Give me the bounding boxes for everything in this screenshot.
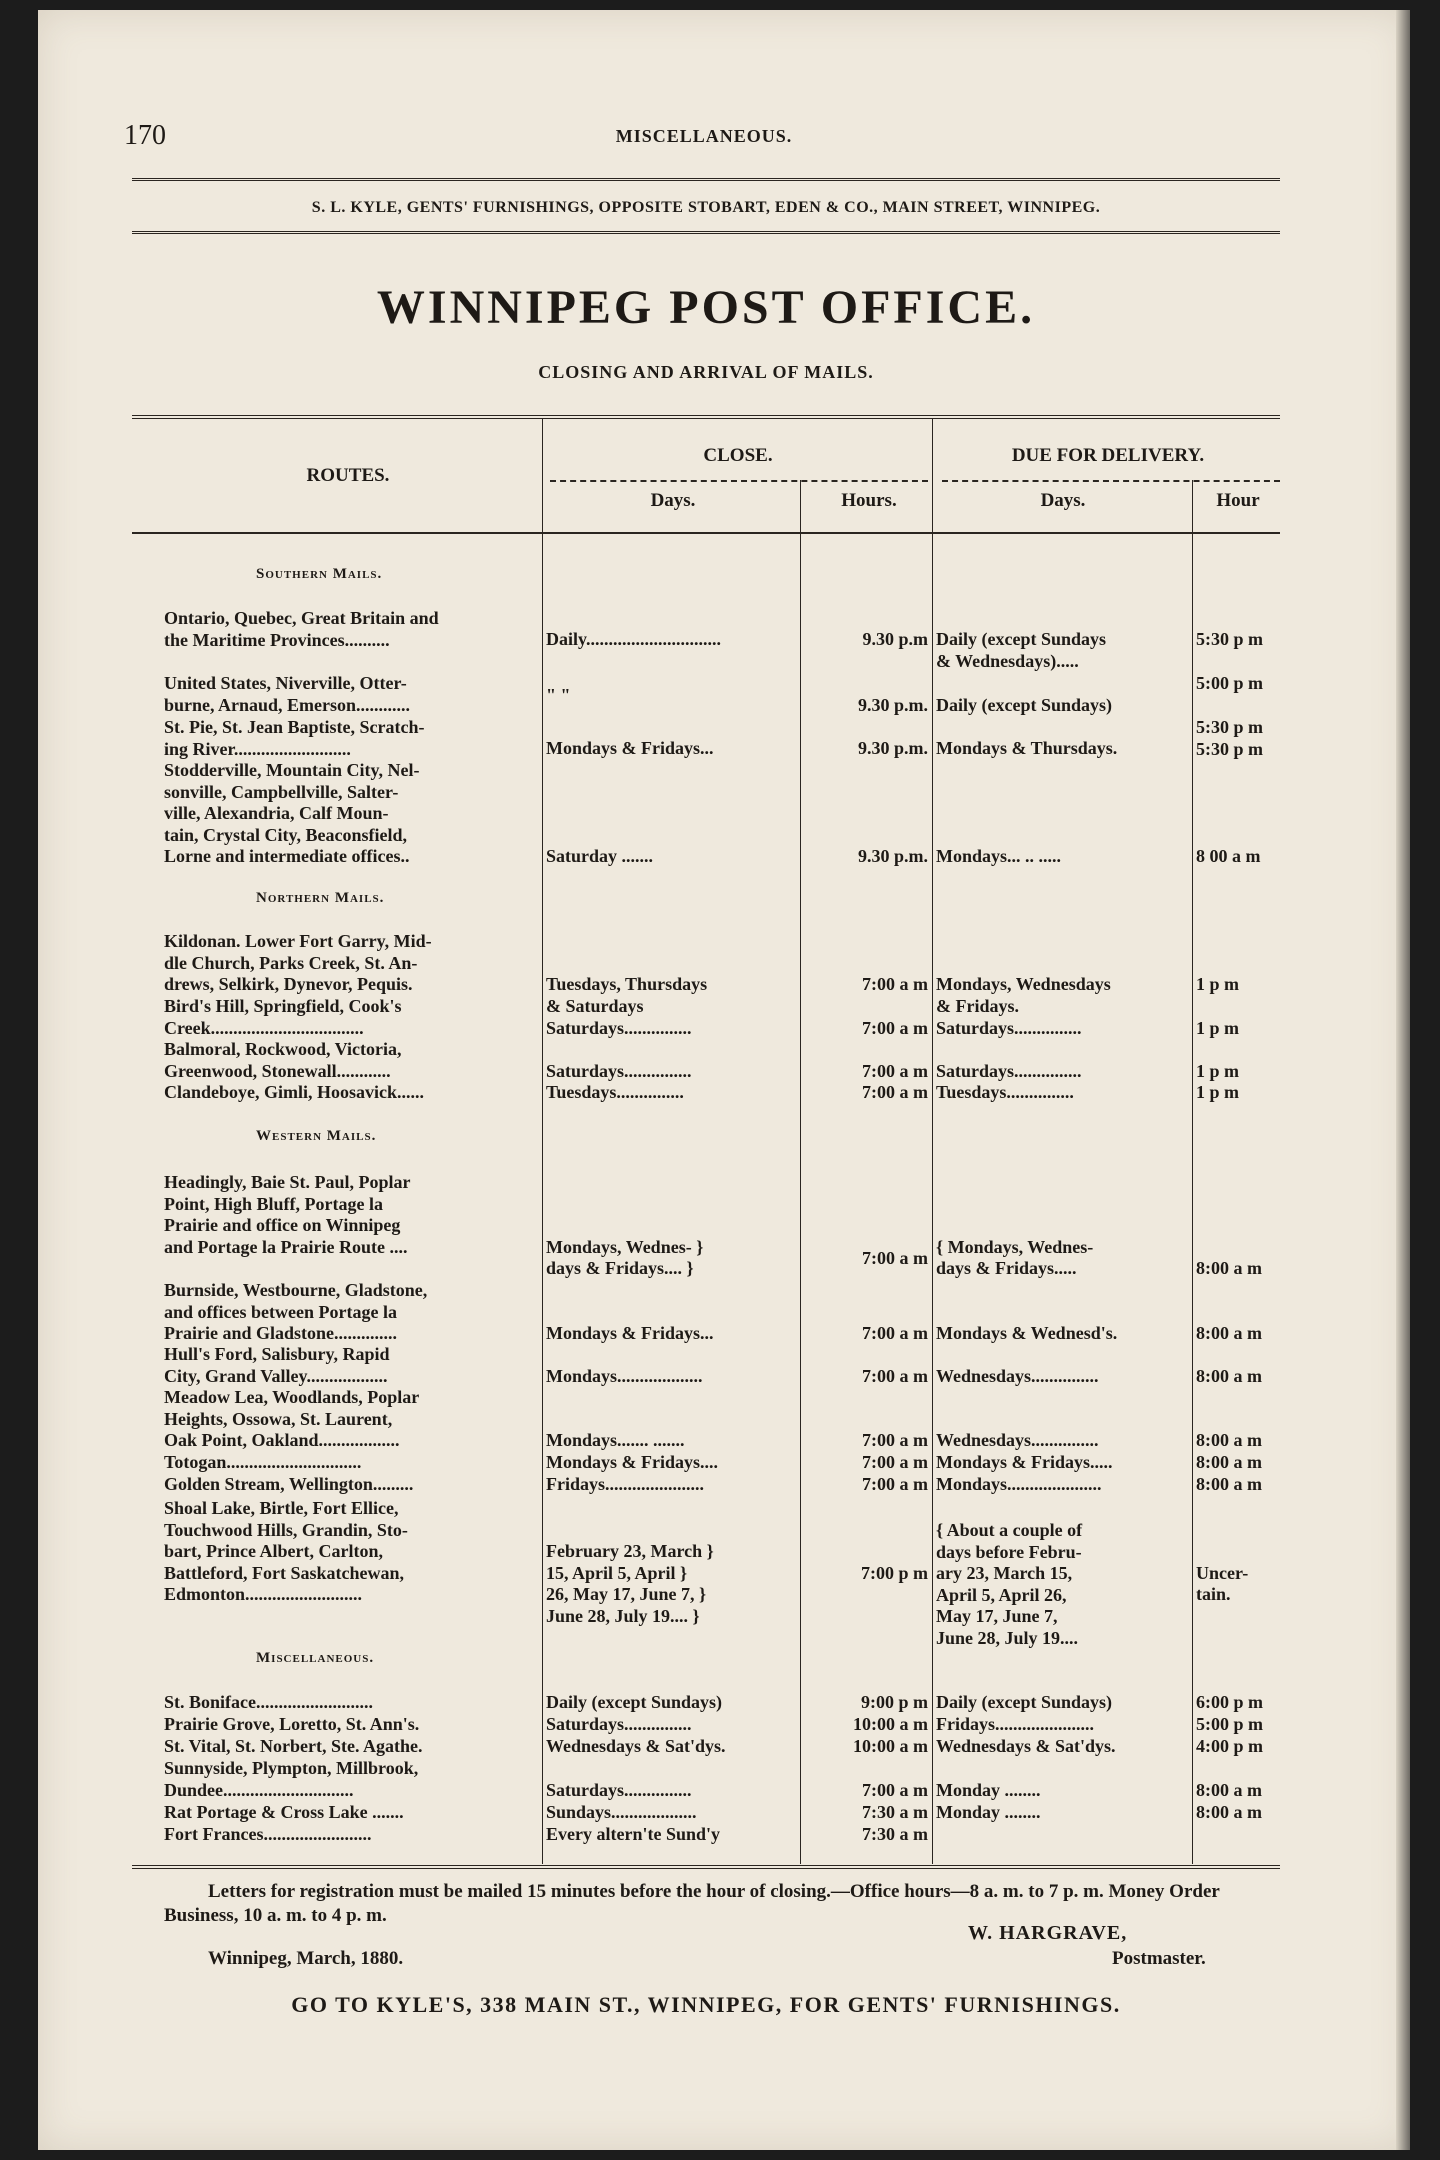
due-days-cell: Wednesdays............... — [936, 1430, 1099, 1450]
table-bottom-rule — [132, 1865, 1280, 1869]
close-days-cell: Mondays & Fridays.... — [546, 1452, 719, 1472]
due-hour-cell: 8 00 a m — [1196, 846, 1261, 866]
route-cell: Golden Stream, Wellington......... — [164, 1474, 414, 1494]
due-hour-cell: 5:30 p m 5:30 p m — [1196, 717, 1263, 759]
due-hour-cell: 4:00 p m — [1196, 1736, 1263, 1756]
close-days-cell: Saturdays............... — [546, 1060, 692, 1081]
route-cell: Balmoral, Rockwood, Victoria, Greenwood, Stonewall............ — [164, 1039, 402, 1081]
close-hours-cell: 7:00 a m — [862, 1779, 928, 1800]
header-close: CLOSE. — [703, 445, 773, 466]
due-hour-cell: 5:00 p m — [1196, 673, 1263, 693]
page-title: WINNIPEG POST OFFICE. — [376, 281, 1036, 334]
close-days-cell: Saturday ....... — [546, 846, 654, 866]
header-due-days: Days. — [1040, 490, 1086, 511]
postmaster-title: Postmaster. — [1112, 1948, 1206, 1969]
table-header-rule — [132, 532, 1280, 534]
route-cell: Shoal Lake, Birtle, Fort Ellice, Touchwood Hills, Grandin, Sto- bart, Prince Albert, Carlton, Battleford, Fort Saskatchewan, Edmonton.......................... — [164, 1498, 408, 1604]
postmaster-name: W. HARGRAVE, — [968, 1922, 1128, 1944]
due-days-cell: { Mondays, Wednes- days & Fridays..... — [936, 1236, 1094, 1278]
close-days-cell: Tuesdays............... — [546, 1082, 684, 1102]
route-cell: Prairie Grove, Loretto, St. Ann's. — [164, 1714, 420, 1734]
close-hours-cell: 9:00 p m — [861, 1692, 928, 1712]
close-hours-cell: 9.30 p.m — [862, 629, 928, 649]
route-cell: Bird's Hill, Springfield, Cook's Creek.................................. — [164, 996, 402, 1038]
header-due-for-delivery: DUE FOR DELIVERY. — [1011, 445, 1205, 466]
close-hours-cell: 7:00 a m — [862, 1323, 928, 1343]
due-hour-cell: 8:00 a m — [1196, 1474, 1262, 1494]
close-hours-cell: 9.30 p.m. — [857, 846, 928, 866]
route-cell: Clandeboye, Gimli, Hoosavick...... — [164, 1082, 425, 1102]
due-hour-cell: 8:00 a m — [1196, 1779, 1262, 1800]
close-hours-cell: 9.30 p.m. — [857, 738, 928, 758]
close-hours-cell: 7:00 a m — [862, 974, 928, 994]
close-hours-cell: 7:00 a m — [862, 1060, 928, 1081]
due-hour-cell: Uncer- tain. — [1196, 1562, 1249, 1604]
registration-notice: Letters for registration must be mailed 15 minutes before the hour of closing.—Office hours—8 a. m. to 7 p. m. Money Order Business, 10 a. m. to 4 p. m. — [164, 1881, 1220, 1926]
close-hours-cell: 7:00 p m — [861, 1562, 928, 1583]
close-days-cell: Fridays...................... — [546, 1474, 705, 1494]
route-cell: Kildonan. Lower Fort Garry, Mid- dle Church, Parks Creek, St. An- drews, Selkirk, Dynevor, Pequis. — [164, 931, 432, 994]
route-cell: Fort Frances........................ — [164, 1824, 372, 1844]
route-cell: St. Boniface.......................... — [164, 1692, 373, 1712]
due-hour-cell: 8:00 a m — [1196, 1802, 1262, 1822]
close-hours-cell: 7:00 a m — [862, 1248, 928, 1268]
route-cell: Stodderville, Mountain City, Nel- sonville, Campbellville, Salter- ville, Alexandria, Calf Moun- tain, Crystal City, Beaconsfield, Lorne and intermediate offices.. — [164, 760, 420, 866]
due-hour-cell: 1 p m — [1196, 974, 1240, 994]
footer-advertisement: GO TO KYLE'S, 338 MAIN ST., WINNIPEG, FOR GENTS' FURNISHINGS. — [291, 1992, 1121, 2017]
due-hour-cell: 5:30 p m — [1196, 629, 1263, 649]
column-divider-close-days — [800, 480, 801, 1864]
due-days-cell: Saturdays............... — [936, 1060, 1082, 1081]
route-cell: Hull's Ford, Salisbury, Rapid City, Grand Valley.................. — [164, 1344, 390, 1386]
route-cell: St. Vital, St. Norbert, Ste. Agathe. — [164, 1736, 423, 1756]
header-due-hour: Hour — [1216, 490, 1260, 511]
due-hour-cell: 1 p m — [1196, 1060, 1240, 1081]
header-close-hours: Hours. — [841, 490, 897, 511]
due-hour-cell: 8:00 a m — [1196, 1452, 1262, 1472]
close-days-cell: Daily (except Sundays) — [546, 1692, 723, 1712]
running-head — [124, 120, 1284, 154]
route-cell: Ontario, Quebec, Great Britain and the Maritime Provinces.......... — [164, 608, 439, 650]
due-days-cell: Tuesdays............... — [936, 1082, 1074, 1102]
due-days-cell: Monday ........ — [936, 1779, 1041, 1800]
due-days-cell: Mondays & Wednesd's. — [936, 1323, 1118, 1343]
close-hours-cell: 7:00 a m — [862, 1430, 928, 1450]
table-top-rule — [132, 415, 1280, 419]
column-divider-due-days — [1192, 480, 1193, 1864]
due-days-cell: Wednesdays & Sat'dys. — [936, 1736, 1116, 1756]
due-days-cell: { About a couple of days before Febru- ary 23, March 15, April 5, April 26, May 17, June 7, June 28, July 19.... — [936, 1520, 1083, 1648]
due-hour-cell: 6:00 p m — [1196, 1692, 1263, 1712]
close-days-cell: Mondays & Fridays... — [546, 1323, 714, 1343]
close-days-cell: Daily.............................. — [546, 629, 722, 649]
group-label-western: Western Mails. — [256, 1128, 377, 1144]
close-days-cell: Mondays & Fridays... — [546, 738, 714, 758]
due-days-cell: Mondays & Fridays..... — [936, 1452, 1113, 1472]
close-hours-cell: 7:00 a m — [862, 1474, 928, 1494]
group-label-northern: Northern Mails. — [256, 890, 385, 906]
close-hours-cell: 9.30 p.m. — [857, 695, 928, 715]
due-hour-cell: 1 p m — [1196, 1017, 1240, 1038]
due-hour-cell: 8:00 a m — [1196, 1323, 1262, 1343]
close-hours-cell: 7:00 a m — [862, 1082, 928, 1102]
due-hour-cell: 8:00 a m — [1196, 1258, 1262, 1278]
due-days-cell: Saturdays............... — [936, 1017, 1082, 1038]
page-subtitle: CLOSING AND ARRIVAL OF MAILS. — [538, 362, 874, 382]
due-hour-cell: 8:00 a m — [1196, 1365, 1262, 1386]
close-days-cell: Sundays................... — [546, 1802, 697, 1822]
route-cell: Burnside, Westbourne, Gladstone, and offices between Portage la Prairie and Gladstone.............. — [164, 1280, 428, 1343]
close-hours-cell: 7:30 a m — [862, 1824, 928, 1844]
close-hours-cell: 7:00 a m — [862, 1452, 928, 1472]
due-days-cell: Mondays... .. ..... — [936, 846, 1062, 866]
group-label-southern: Southern Mails. — [256, 566, 383, 582]
close-days-cell: Every altern'te Sund'y — [546, 1824, 720, 1844]
header-routes: ROUTES. — [306, 465, 390, 486]
close-days-cell: Saturdays............... — [546, 1017, 692, 1038]
page-spine-edge — [1396, 10, 1410, 2150]
book-page — [38, 10, 1410, 2150]
column-divider-close — [932, 418, 933, 1864]
place-date: Winnipeg, March, 1880. — [208, 1948, 404, 1969]
column-divider-routes — [542, 418, 543, 1864]
route-cell: St. Pie, St. Jean Baptiste, Scratch- ing River.......................... — [164, 717, 425, 759]
close-days-cell: Wednesdays & Sat'dys. — [546, 1736, 726, 1756]
page-number: 170 — [124, 120, 166, 151]
due-days-cell: Mondays..................... — [936, 1474, 1102, 1494]
close-hours-cell: 10:00 a m — [853, 1736, 928, 1756]
due-hour-cell: 1 p m — [1196, 1082, 1240, 1102]
section-title: MISCELLANEOUS. — [615, 126, 793, 146]
close-days-cell: February 23, March } 15, April 5, April } 26, May 17, June 7, } June 28, July 19.... } — [546, 1541, 714, 1626]
due-header-underline — [942, 480, 1280, 482]
close-hours-cell: 7:00 a m — [862, 1365, 928, 1386]
due-days-cell: Daily (except Sundays & Wednesdays)..... — [936, 629, 1107, 671]
due-days-cell: Monday ........ — [936, 1802, 1041, 1822]
header-close-days: Days. — [650, 490, 696, 511]
due-days-cell: Daily (except Sundays) — [936, 695, 1113, 715]
due-hour-cell: 8:00 a m — [1196, 1430, 1262, 1450]
due-days-cell: Fridays...................... — [936, 1714, 1095, 1734]
due-days-cell: Daily (except Sundays) — [936, 1692, 1113, 1712]
close-days-cell: " " — [546, 685, 571, 705]
due-hour-cell: 5:00 p m — [1196, 1714, 1263, 1734]
close-days-cell: Mondays....... ....... — [546, 1430, 685, 1450]
close-hours-cell: 7:30 a m — [862, 1802, 928, 1822]
route-cell: Rat Portage & Cross Lake ....... — [164, 1802, 404, 1822]
due-days-cell: Mondays, Wednesdays & Fridays. — [936, 974, 1111, 1016]
close-days-cell: Mondays, Wednes- } days & Fridays.... } — [546, 1236, 704, 1278]
close-days-cell: Saturdays............... — [546, 1779, 692, 1800]
route-cell: Headingly, Baie St. Paul, Poplar Point, High Bluff, Portage la Prairie and office on Winnipeg and Portage la Prairie Route .... — [164, 1172, 411, 1257]
due-days-cell: Mondays & Thursdays. — [936, 738, 1118, 758]
header-advertisement: S. L. KYLE, GENTS' FURNISHINGS, OPPOSITE STOBART, EDEN & CO., MAIN STREET, WINNIPEG. — [132, 178, 1280, 234]
group-label-miscellaneous: Miscellaneous. — [256, 1650, 375, 1666]
close-hours-cell: 10:00 a m — [853, 1714, 928, 1734]
route-cell: United States, Niverville, Otter- burne, Arnaud, Emerson............ — [164, 673, 411, 715]
close-days-cell: Saturdays............... — [546, 1714, 692, 1734]
route-cell: Totogan.............................. — [164, 1452, 362, 1472]
close-header-underline — [550, 480, 928, 482]
due-days-cell: Wednesdays............... — [936, 1365, 1099, 1386]
close-hours-cell: 7:00 a m — [862, 1017, 928, 1038]
route-cell: Meadow Lea, Woodlands, Poplar Heights, Ossowa, St. Laurent, Oak Point, Oakland.................. — [164, 1387, 420, 1450]
close-days-cell: Mondays................... — [546, 1365, 703, 1386]
close-days-cell: Tuesdays, Thursdays & Saturdays — [546, 974, 708, 1016]
route-cell: Sunnyside, Plympton, Millbrook, Dundee............................. — [164, 1758, 419, 1800]
